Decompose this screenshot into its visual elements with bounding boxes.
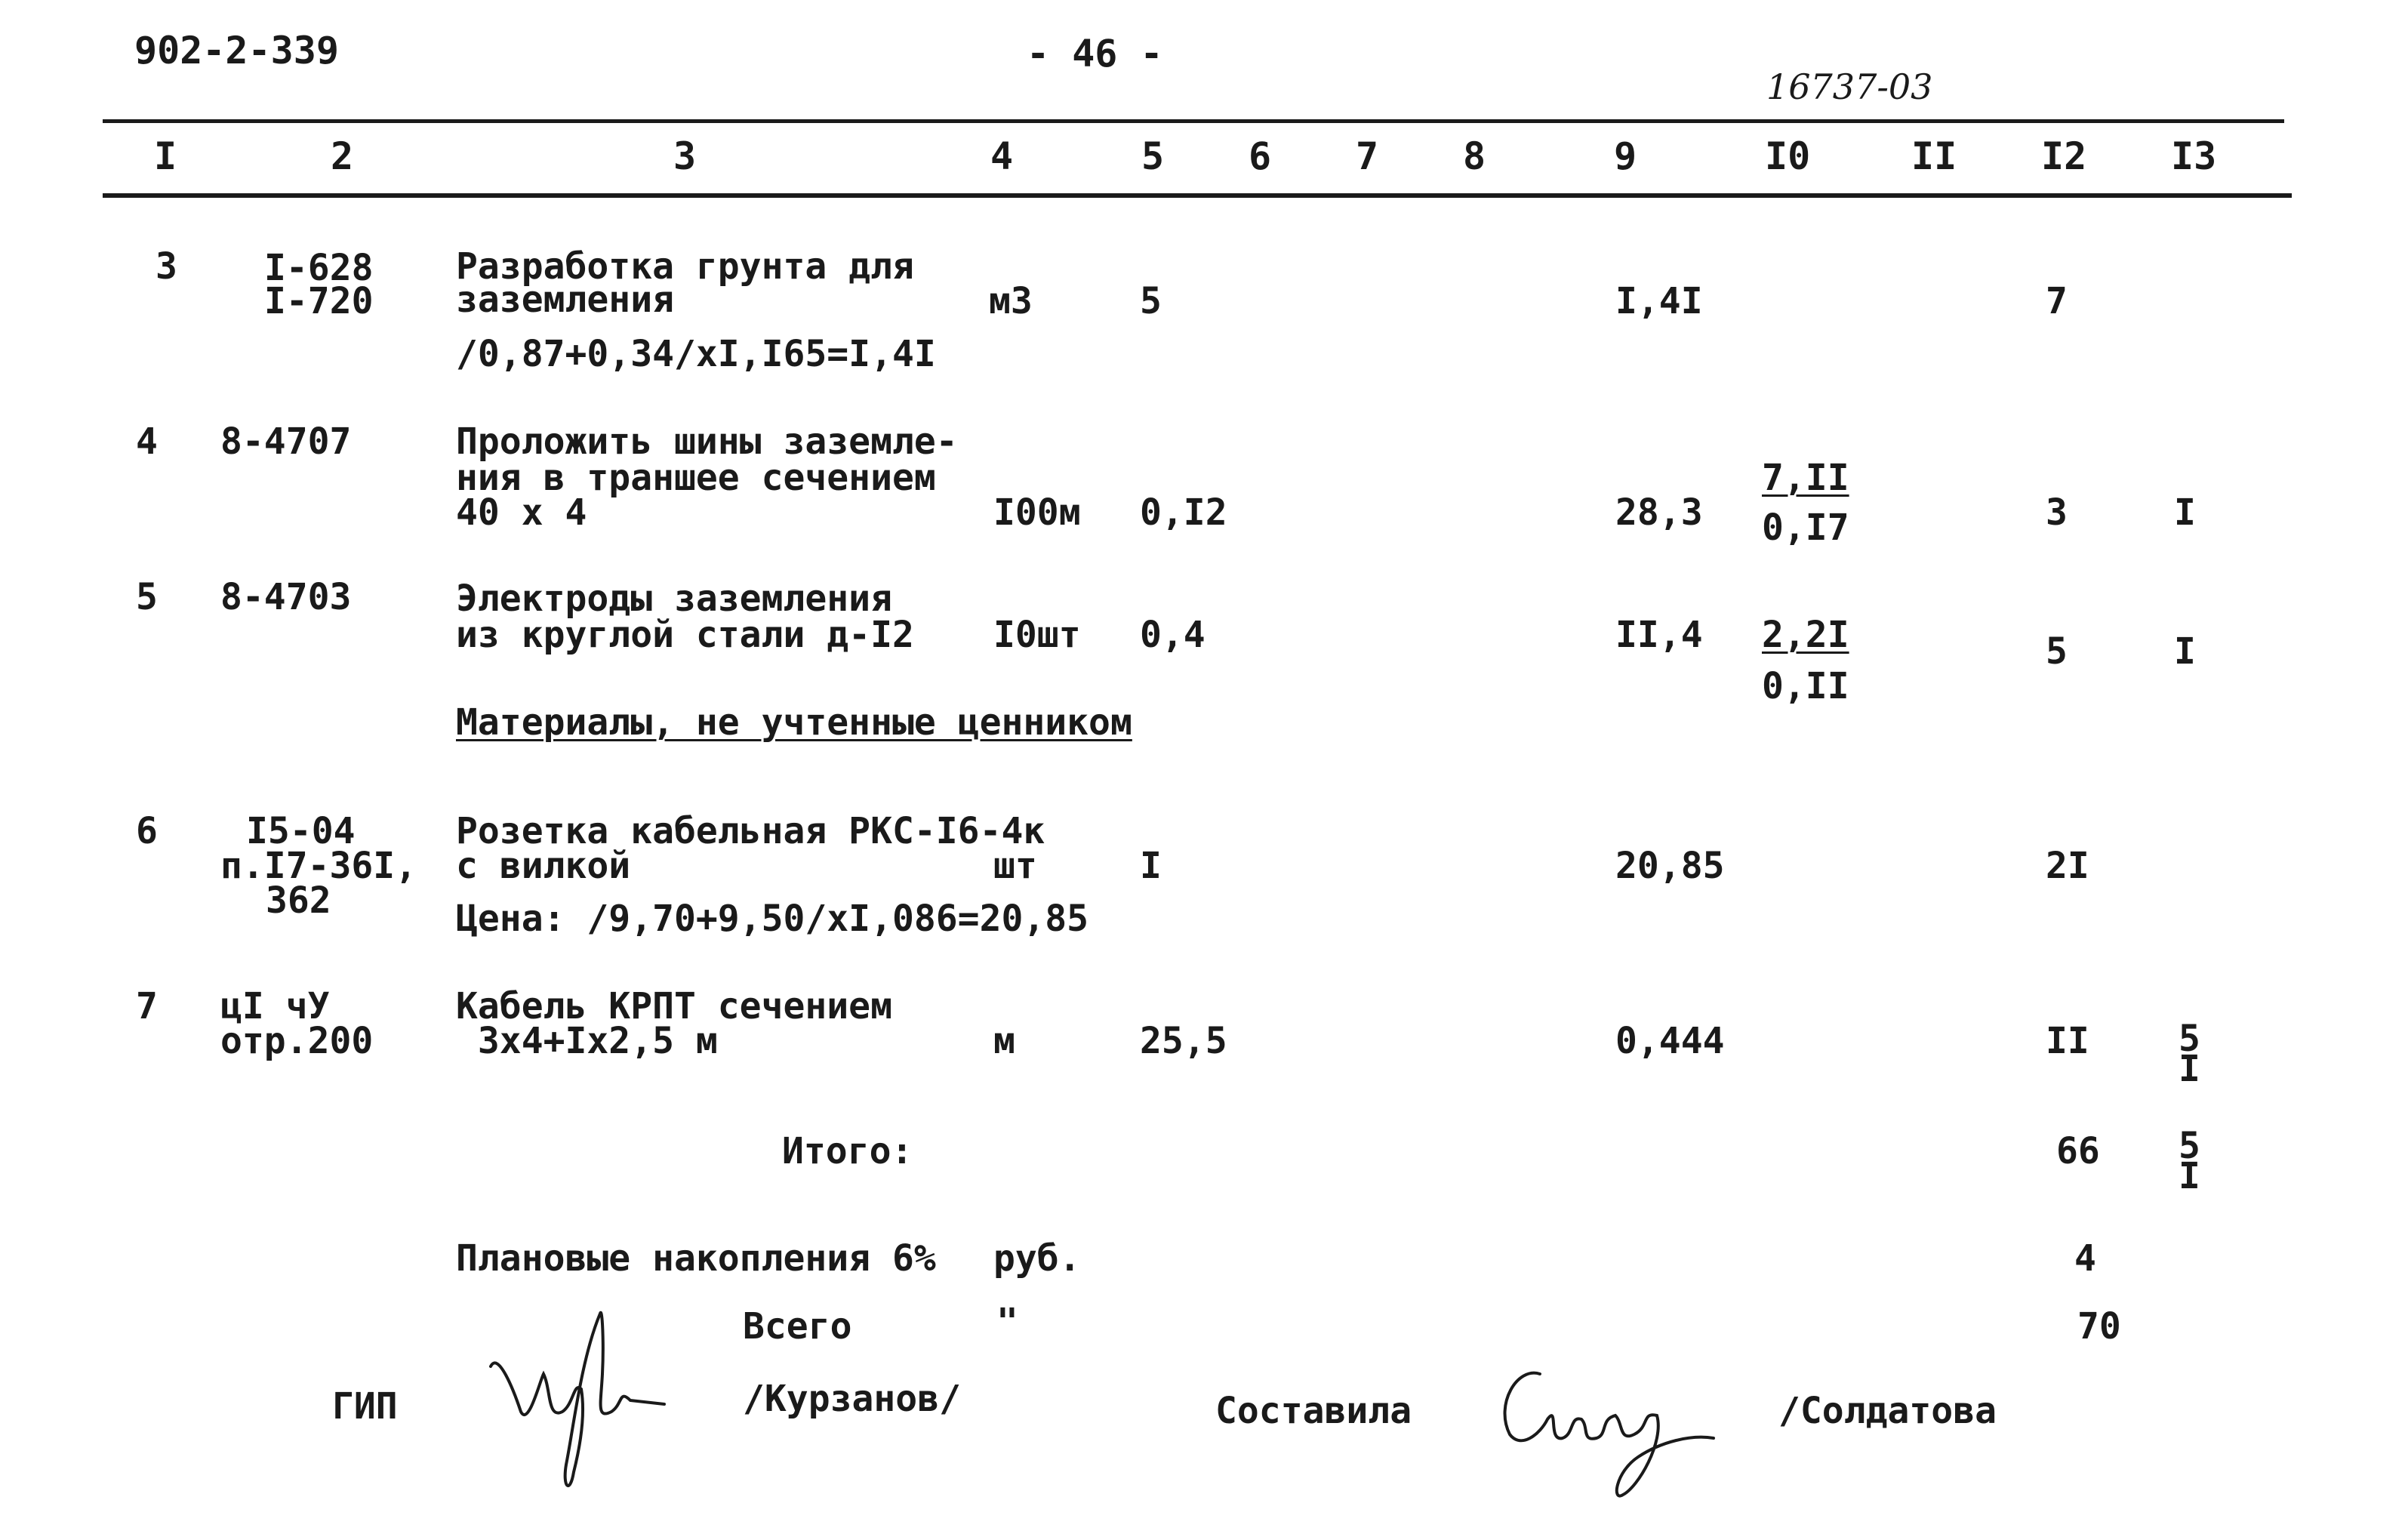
gip-label: ГИП [332,1385,398,1428]
column-header: I [154,134,177,178]
row-note: Цена: /9,70+9,50/xI,086=20,85 [456,898,1089,940]
composer-signature [1487,1344,1744,1510]
row-note: /0,87+0,34/xI,I65=I,4I [456,333,936,375]
row-quantity: 5 [1140,280,1162,322]
row-quantity: 0,4 [1140,614,1206,656]
row-quantity: I [1140,845,1162,887]
row-description: заземления [456,279,674,321]
row-wage-subvalue: 0,II [1762,665,1849,707]
column-header: I2 [2041,134,2087,178]
itogo-label: Итого: [782,1130,913,1172]
row-code: 8-4703 [220,576,352,618]
composer-name: /Солдатова [1778,1390,1997,1432]
row-wage-subvalue: 0,I7 [1762,507,1849,549]
row-quantity: 0,I2 [1140,491,1227,534]
row-wage-value: 2,2I [1762,614,1849,656]
row-wage-value: 7,II [1762,457,1849,499]
row-description: ния в траншее сечением [456,457,936,499]
row-unit: м [993,1020,1015,1062]
column-header: I3 [2171,134,2217,178]
row-description: с вилкой [456,845,631,887]
planned-accumulations-value: 4 [2074,1237,2096,1280]
row-description: 3х4+Iх2,5 м [456,1020,718,1062]
row-unit-price: 28,3 [1615,491,1703,534]
row-total: 5 [2046,630,2068,673]
row-unit: шт [993,845,1037,887]
composed-label: Составила [1215,1390,1412,1432]
row-labor: I [2174,630,2196,673]
gip-name: /Курзанов/ [743,1378,961,1420]
row-description: Проложить шины заземле- [456,420,958,463]
itogo-labor-fraction: 5 I [2179,1125,2200,1197]
row-description: Электроды заземления [456,578,892,620]
row-code: отр.200 [220,1020,374,1062]
row-total: 3 [2046,491,2068,534]
header-top-rule [103,119,2284,123]
row-unit-price: 20,85 [1615,845,1725,887]
row-labor: I [2174,491,2196,534]
row-number: 7 [136,985,158,1027]
row-unit-price: 0,444 [1615,1020,1725,1062]
row-code: 8-4707 [220,420,352,463]
column-header: 5 [1141,134,1165,178]
column-header: 6 [1249,134,1272,178]
column-header: 9 [1614,134,1637,178]
row-code: цI чУ [220,985,330,1027]
vsego-unit: " [996,1301,1018,1343]
row-number: 6 [136,810,158,852]
row-total: 2I [2046,845,2089,887]
column-header: I0 [1765,134,1811,178]
row-number: 3 [156,245,177,288]
inventory-stamp: 16737-03 [1766,66,1933,107]
row-description: 40 х 4 [456,491,587,534]
row-unit-price: II,4 [1615,614,1703,656]
gip-signature [468,1298,694,1502]
row-description: Розетка кабельная РКС-I6-4к [456,810,1045,852]
column-header: 7 [1356,134,1379,178]
row-unit: I0шт [993,614,1081,656]
itogo-value: 66 [2056,1130,2100,1172]
row-code: I5-04 [246,810,356,852]
row-number: 5 [136,576,158,618]
section-heading: Материалы, не учтенные ценником [456,701,1132,744]
row-unit: I00м [993,491,1081,534]
row-total: II [2046,1020,2089,1062]
row-code: 362 [266,879,331,922]
column-header: 4 [990,134,1014,178]
page-number: - 46 - [1027,32,1163,75]
row-unit: м3 [989,280,1033,322]
vsego-label: Всего [743,1305,852,1348]
row-description: из круглой стали д-I2 [456,614,914,656]
row-labor-fraction: 5 I [2179,1018,2200,1090]
column-header: 3 [673,134,697,178]
row-number: 4 [136,420,158,463]
row-description: Разработка грунта для [456,245,914,288]
row-code: I-720 [264,280,374,322]
document-code: 902-2-339 [134,29,339,72]
column-header: 8 [1463,134,1486,178]
column-header: 2 [331,134,354,178]
planned-accumulations-unit: руб. [993,1237,1081,1280]
row-code: I-628 [264,247,374,289]
row-quantity: 25,5 [1140,1020,1227,1062]
header-bottom-rule [103,193,2292,198]
row-unit-price: I,4I [1615,280,1703,322]
planned-accumulations-label: Плановые накопления 6% [456,1237,936,1280]
row-total: 7 [2046,280,2068,322]
row-code: п.I7-36I, [220,845,417,887]
vsego-value: 70 [2077,1305,2121,1348]
row-description: Кабель КРПТ сечением [456,985,892,1027]
column-header: II [1911,134,1957,178]
